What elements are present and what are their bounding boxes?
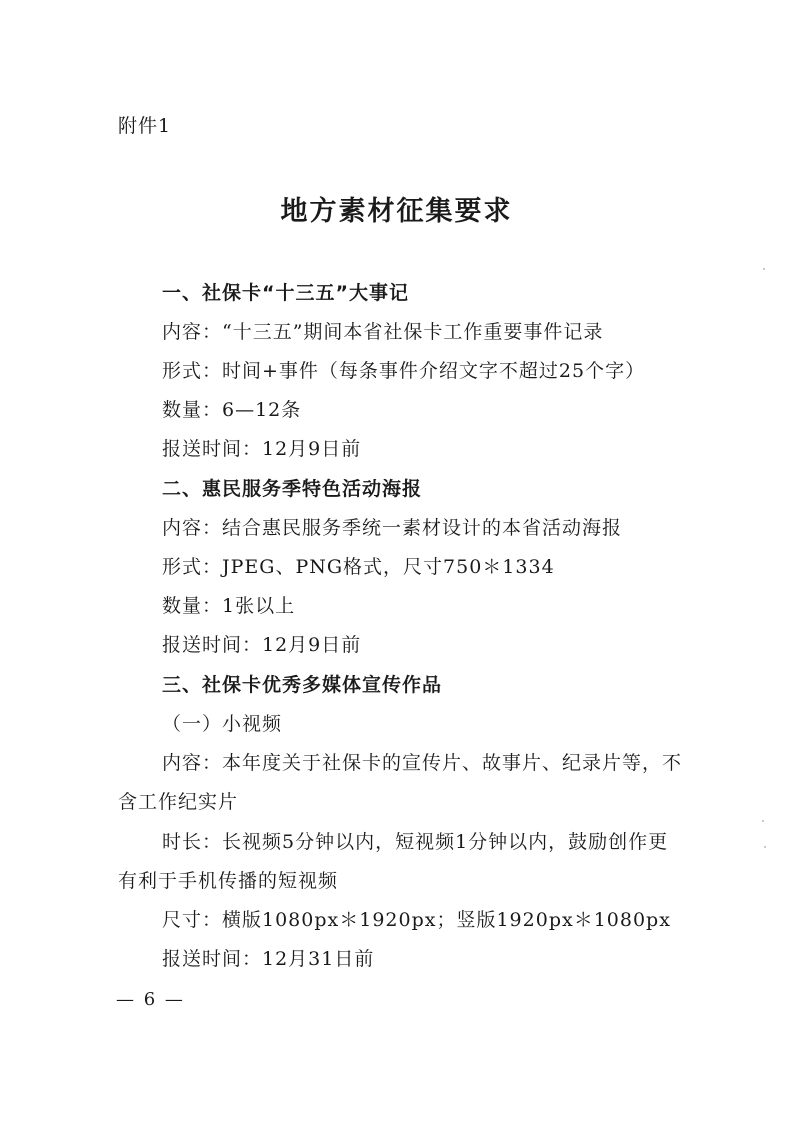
scan-speck: [764, 846, 766, 848]
section-3-duration-line2: 有利于手机传播的短视频: [118, 870, 339, 892]
section-1-quantity: 数量：6—12条: [162, 399, 302, 421]
section-3-content-line2: 含工作纪实片: [118, 791, 239, 813]
section-2-content: 内容：结合惠民服务季统一素材设计的本省活动海报: [162, 517, 623, 539]
section-2-format: 形式：JPEG、PNG格式，尺寸750＊1334: [162, 556, 555, 578]
attachment-label: 附件1: [118, 115, 172, 137]
section-3-deadline: 报送时间：12月31日前: [162, 948, 375, 970]
document-title: 地方素材征集要求: [280, 196, 513, 227]
section-2-quantity: 数量：1张以上: [162, 595, 296, 617]
page-number: — 6 —: [116, 989, 185, 1010]
section-3-content-line1: 内容：本年度关于社保卡的宣传片、故事片、纪录片等，不: [162, 752, 683, 774]
section-1-content: 内容：“十三五”期间本省社保卡工作重要事件记录: [162, 321, 604, 343]
section-2-heading: 二、惠民服务季特色活动海报: [162, 478, 423, 500]
scan-speck: [762, 820, 764, 822]
section-1-format: 形式：时间+事件（每条事件介绍文字不超过25个字）: [162, 360, 646, 382]
section-3-duration-line1: 时长：长视频5分钟以内，短视频1分钟以内，鼓励创作更: [162, 831, 669, 853]
section-2-deadline: 报送时间：12月9日前: [162, 634, 362, 656]
section-3-subheading: （一）小视频: [162, 713, 283, 735]
section-3-heading: 三、社保卡优秀多媒体宣传作品: [162, 674, 443, 696]
scan-speck: [763, 268, 765, 270]
section-1-heading: 一、社保卡“十三五”大事记: [162, 282, 409, 304]
section-3-size: 尺寸：横版1080px＊1920px；竖版1920px＊1080px: [162, 909, 671, 931]
section-1-deadline: 报送时间：12月9日前: [162, 438, 362, 460]
